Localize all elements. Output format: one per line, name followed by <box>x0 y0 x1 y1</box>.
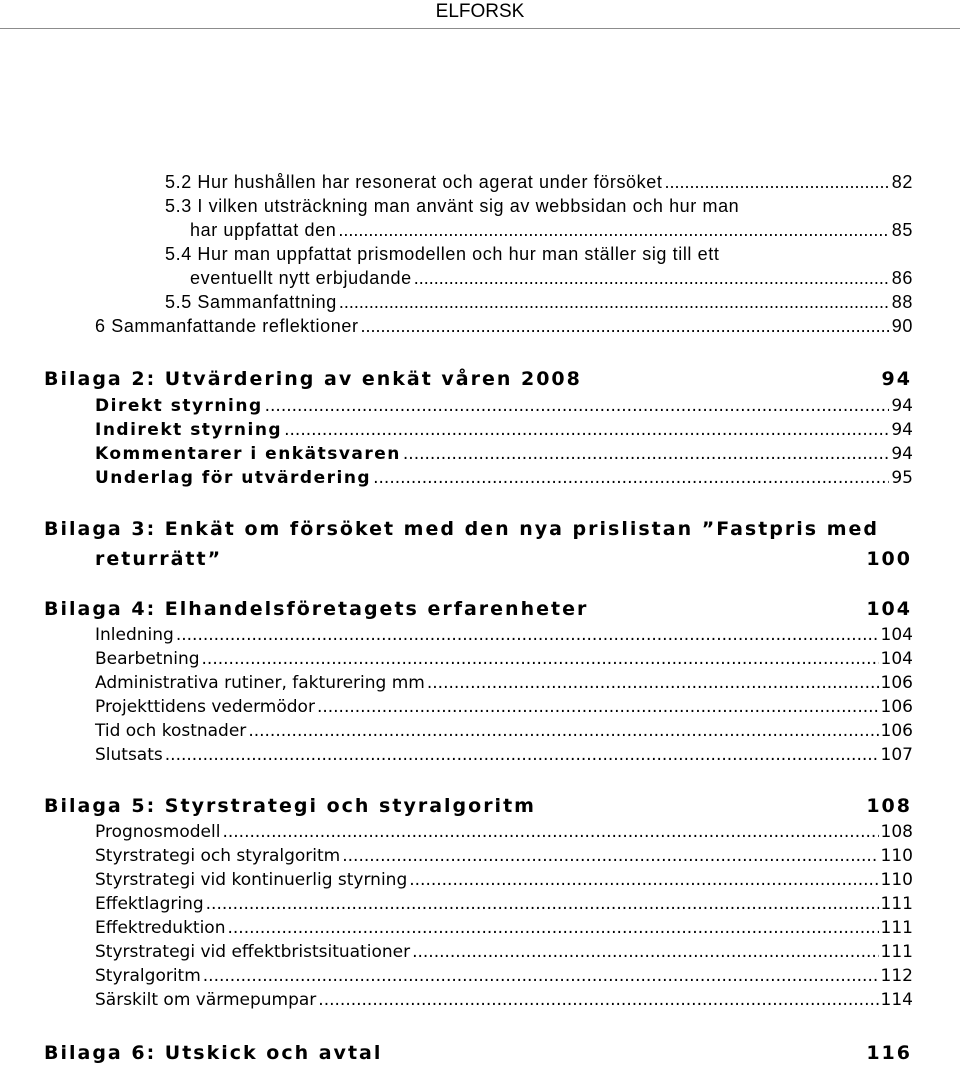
toc-entry-varmepumpar[interactable] <box>95 988 913 1012</box>
leader-dots <box>206 892 879 916</box>
toc-entry-5-3-line1[interactable] <box>165 194 913 218</box>
toc-entry-styrstrategi-och-styralgoritm[interactable] <box>95 844 913 868</box>
toc-entry-slutsats[interactable] <box>95 743 913 767</box>
toc-entry-label: Kommentarer i enkätsvaren <box>95 444 401 464</box>
toc-page-number: 111 <box>880 894 913 914</box>
toc-entry-6[interactable] <box>95 314 913 338</box>
bilaga-title-cont: returrätt” <box>95 548 223 570</box>
leader-dots <box>227 916 878 940</box>
toc-entry-bearbetning[interactable] <box>95 647 913 671</box>
leader-dots <box>664 170 889 194</box>
bilaga-page-number: 104 <box>866 598 912 620</box>
toc-entry-5-4-line2[interactable] <box>190 266 913 290</box>
toc-page-number: 111 <box>880 942 913 962</box>
toc-entry-label: Effektlagring <box>95 894 204 914</box>
leader-dots <box>248 719 878 743</box>
toc-entry-administrativa-rutiner[interactable] <box>95 671 913 695</box>
toc-entry-tid-och-kostnader[interactable] <box>95 719 913 743</box>
toc-entry-label: Styralgoritm <box>95 966 201 986</box>
leader-dots <box>342 844 878 868</box>
toc-entry-underlag[interactable] <box>95 466 913 490</box>
toc-entry-inledning[interactable] <box>95 623 913 647</box>
toc-entry-indirekt-styrning[interactable] <box>95 418 913 442</box>
toc-entry-projekttidens-vedermodor[interactable] <box>95 695 913 719</box>
toc-entry-kontinuerlig-styrning[interactable] <box>95 868 913 892</box>
bilaga-6-heading[interactable] <box>44 1040 912 1066</box>
toc-entry-label: Effektreduktion <box>95 918 226 938</box>
bilaga-4-heading[interactable] <box>44 596 912 622</box>
toc-entry-label: 6 Sammanfattande reflektioner <box>95 316 359 336</box>
leader-dots <box>412 940 878 964</box>
toc-entry-label: 5.4 Hur man uppfattat prismodellen och hur man ställer sig till ett <box>165 244 720 264</box>
toc-entry-kommentarer[interactable] <box>95 442 913 466</box>
bilaga-page-number: 100 <box>866 548 912 570</box>
toc-page-number: 104 <box>880 649 913 669</box>
toc-page-number: 107 <box>880 745 913 765</box>
toc-entry-label: Direkt styrning <box>95 396 263 416</box>
bilaga-5-heading[interactable] <box>44 793 912 819</box>
toc-entry-styralgoritm[interactable] <box>95 964 913 988</box>
bilaga-page-number: 94 <box>881 368 912 390</box>
toc-page-number: 110 <box>880 846 913 866</box>
toc-entry-5-5[interactable] <box>165 290 913 314</box>
leader-dots <box>373 466 889 490</box>
toc-page-number: 104 <box>880 625 913 645</box>
toc-entry-label-cont: har uppfattat den <box>190 220 337 240</box>
toc-entry-5-3-line2[interactable] <box>190 218 913 242</box>
toc-entry-5-4-line1[interactable] <box>165 242 913 266</box>
toc-entry-label: Underlag för utvärdering <box>95 468 372 488</box>
toc-page-number: 85 <box>891 220 913 240</box>
toc-entry-label: 5.5 Sammanfattning <box>165 292 337 312</box>
leader-dots <box>339 290 890 314</box>
leader-dots <box>338 218 889 242</box>
toc-page-number: 94 <box>891 396 913 416</box>
toc-entry-label: Styrstrategi vid kontinuerlig styrning <box>95 870 408 890</box>
leader-dots <box>202 647 879 671</box>
toc-page-number: 106 <box>880 721 913 741</box>
bilaga-title: Bilaga 6: Utskick och avtal <box>44 1042 383 1064</box>
toc-entry-label: Styrstrategi vid effektbristsituationer <box>95 942 411 962</box>
toc-entry-label-cont: eventuellt nytt erbjudande <box>190 268 412 288</box>
toc-entry-label: Bearbetning <box>95 649 200 669</box>
bilaga-title: Bilaga 5: Styrstrategi och styralgoritm <box>44 795 536 817</box>
leader-dots <box>165 743 879 767</box>
toc-entry-label: 5.3 I vilken utsträckning man använt sig av webbsidan och hur man <box>165 196 740 216</box>
leader-dots <box>222 820 878 844</box>
bilaga-3-heading-line2[interactable] <box>95 546 912 572</box>
toc-entry-label: Administrativa rutiner, fakturering mm <box>95 673 425 693</box>
toc-page-number: 90 <box>891 316 913 336</box>
toc-page-number: 106 <box>880 673 913 693</box>
leader-dots <box>284 418 889 442</box>
toc-page-number: 86 <box>891 268 913 288</box>
toc-page-number: 112 <box>880 966 913 986</box>
leader-dots <box>403 442 889 466</box>
toc-page-number: 94 <box>891 420 913 440</box>
toc-page-number: 82 <box>891 172 913 192</box>
toc-entry-effektlagring[interactable] <box>95 892 913 916</box>
toc-entry-prognosmodell[interactable] <box>95 820 913 844</box>
bilaga-title: Bilaga 3: Enkät om försöket med den nya prislistan ”Fastpris med <box>44 518 879 540</box>
toc-page-number: 94 <box>891 444 913 464</box>
toc-entry-label: Projekttidens vedermödor <box>95 697 315 717</box>
toc-entry-label: Indirekt styrning <box>95 420 283 440</box>
leader-dots <box>361 314 890 338</box>
toc-entry-effektreduktion[interactable] <box>95 916 913 940</box>
toc-page-number: 108 <box>880 822 913 842</box>
header-title: ELFORSK <box>435 1 525 22</box>
leader-dots <box>414 266 890 290</box>
toc-page-number: 114 <box>880 990 913 1010</box>
toc-entry-label: 5.2 Hur hushållen har resonerat och agerat under försöket <box>165 172 663 192</box>
leader-dots <box>427 671 879 695</box>
toc-entry-label: Särskilt om värmepumpar <box>95 990 317 1010</box>
page-header <box>0 0 960 29</box>
toc-page-number: 110 <box>880 870 913 890</box>
bilaga-3-heading-line1[interactable] <box>44 516 912 542</box>
leader-dots <box>318 988 878 1012</box>
toc-page-number: 88 <box>891 292 913 312</box>
bilaga-title: Bilaga 2: Utvärdering av enkät våren 2008 <box>44 368 582 390</box>
toc-entry-label: Inledning <box>95 625 174 645</box>
toc-page-number: 95 <box>891 468 913 488</box>
toc-page-number: 111 <box>880 918 913 938</box>
toc-page-number: 106 <box>880 697 913 717</box>
bilaga-title: Bilaga 4: Elhandelsföretagets erfarenheter <box>44 598 589 620</box>
toc-entry-effektbristsituationer[interactable] <box>95 940 913 964</box>
toc-entry-label: Slutsats <box>95 745 163 765</box>
leader-dots <box>203 964 879 988</box>
toc-entry-label: Tid och kostnader <box>95 721 247 741</box>
leader-dots <box>265 394 890 418</box>
bilaga-2-heading[interactable] <box>44 366 912 392</box>
bilaga-page-number: 116 <box>866 1042 912 1064</box>
toc-entry-label: Prognosmodell <box>95 822 221 842</box>
leader-dots <box>176 623 879 647</box>
toc-entry-5-2[interactable] <box>165 170 913 194</box>
toc-entry-direkt-styrning[interactable] <box>95 394 913 418</box>
toc-entry-label: Styrstrategi och styralgoritm <box>95 846 341 866</box>
leader-dots <box>409 868 878 892</box>
bilaga-page-number: 108 <box>866 795 912 817</box>
leader-dots <box>317 695 879 719</box>
